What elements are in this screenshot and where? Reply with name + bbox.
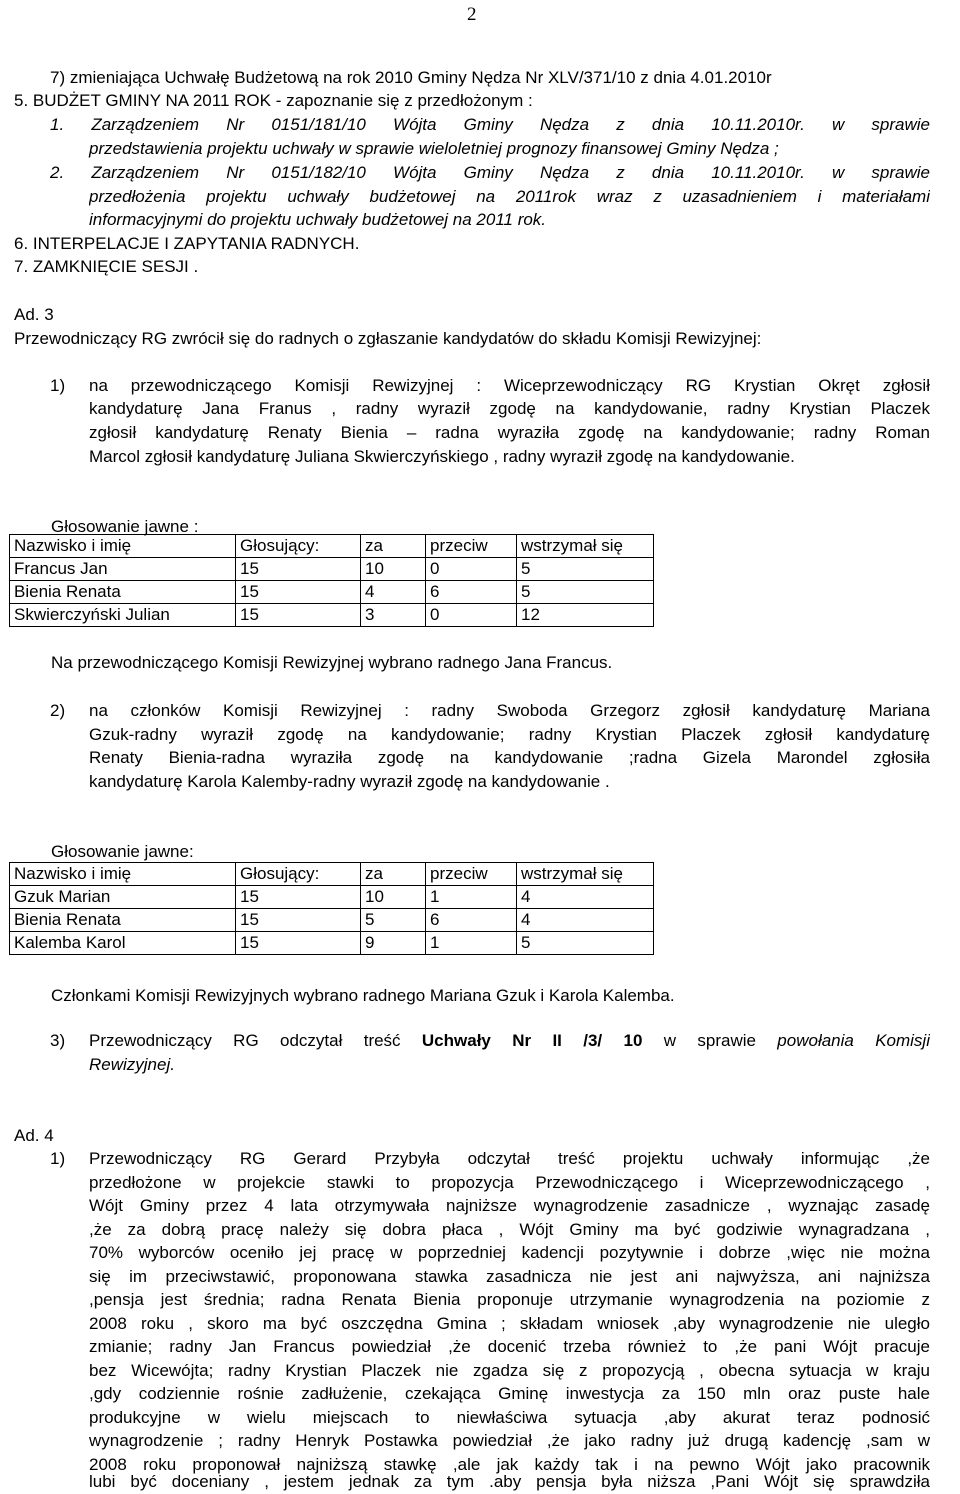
ad4-point1-line15: lubi być doceniany , jestem jednak za tym .aby pensja była niższa ,Pani Wójt się sprawdziła [89,1472,930,1491]
table-header: przeciw [426,863,517,886]
ad4-point1-line11: ,gdy codziennie rośnie zadłużenie, czekająca Gminę inwestycja za 150 mln oraz puste hale [89,1384,930,1403]
ad4-point1-line10: bez Wicewójta; radny Krystian Placzek nie zgadza się z propozycją , obecna sytuacja w kraju [89,1361,930,1380]
table-row [10,535,654,558]
table-header: Głosujący: [236,863,361,886]
resolution-reference: Uchwały Nr II /3/ 10 [421,1031,643,1050]
ad4-point1-line13: wynagrodzenie ; radny Henryk Postawka powiedział ,że jako radny już drugą kadencję ,sam w [89,1431,930,1450]
table-cell: 6 [426,909,517,932]
table-header: za [361,535,426,558]
ad3-point3-line1 [89,1030,930,1052]
agenda-sub-2-line1: 2. Zarządzeniem Nr 0151/182/10 Wójta Gminy Nędza z dnia 10.11.2010r. w sprawie [50,163,930,182]
table-cell: 15 [236,558,361,581]
table-row [10,604,654,627]
table-cell: 15 [236,932,361,955]
ad3-point1-line2: kandydaturę Jana Franus , radny wyraził zgodę na kandydowanie, radny Krystian Placzek [89,399,930,418]
ad4-point1-line1: Przewodniczący RG Gerard Przybyła odczytał treść projektu uchwały informując ,że [89,1149,930,1168]
ad3-point1-line4: Marcol zgłosił kandydaturę Juliana Skwierczyńskiego , radny wyraził zgodę na kandydowanie. [89,447,795,466]
table-cell: 5 [361,909,426,932]
agenda-item-5: 5. BUDŻET GMINY NA 2011 ROK - zapoznanie się z przedłożonym : [14,91,533,110]
vote1-table [9,534,654,627]
table-header: przeciw [426,535,517,558]
table-cell: 4 [517,909,654,932]
vote1-label: Głosowanie jawne : [51,517,199,536]
resolution-subject: powołania Komisji [777,1031,930,1050]
ad4-point1-line2: przedłożone w projekcie stawki to propozycja Przewodniczącego i Wiceprzewodniczącego , [89,1173,930,1192]
ad3-point3-text-a: Przewodniczący RG odczytał treść [89,1031,422,1050]
ad4-point1-line5: 70% wyborców oceniło jej pracę w poprzedniej kadencji pozytywnie i dobrze ,więc nie można [89,1243,930,1262]
ad4-point1-line8: 2008 roku , skoro ma być oszczędna Gmina ; składam wniosek ,aby wynagrodzenie nie uległo [89,1314,930,1333]
ad3-point3-line2: Rewizyjnej. [89,1055,175,1074]
agenda-item-7: 7) zmieniająca Uchwałę Budżetową na rok 2010 Gminy Nędza Nr XLV/371/10 z dnia 4.01.2010r [50,68,772,87]
table-cell: Gzuk Marian [10,886,236,909]
table-cell: 10 [361,558,426,581]
table-header: wstrzymał się [517,535,654,558]
table-cell: Bienia Renata [10,909,236,932]
table-header: Nazwisko i imię [10,535,236,558]
agenda-sub-2-line3: informacyjnymi do projektu uchwały budżetowej na 2011 rok. [89,210,547,229]
table-cell: 0 [426,604,517,627]
table-cell: 5 [517,558,654,581]
table-cell: 15 [236,886,361,909]
agenda-sub-2-line2: przedłożenia projektu uchwały budżetowej na 2011rok wraz z uzasadnieniem i materiałami [89,187,930,206]
table-row [10,581,654,604]
ad3-point2-line3: Renaty Bienia-radna wyraziła zgodę na kandydowanie ;radna Gizela Marondel zgłosiła [89,748,930,767]
table-cell: Bienia Renata [10,581,236,604]
table-header: wstrzymał się [517,863,654,886]
table-cell: 9 [361,932,426,955]
table-cell: 15 [236,581,361,604]
ad4-point1-line4: ,że za dobrą pracę należy się dobra płaca , Wójt Gminy ma być godziwie wynagradzana , [89,1220,930,1239]
table-header: Głosujący: [236,535,361,558]
table-row [10,558,654,581]
table-cell: 6 [426,581,517,604]
ad3-point1-line1: na przewodniczącego Komisji Rewizyjnej : Wiceprzewodniczący RG Krystian Okręt zgłosił [89,376,930,395]
ad3-point1-line3: zgłosił kandydaturę Renaty Bienia – radna wyraziła zgodę na kandydowanie; radny Roman [89,423,930,442]
table-cell: 5 [517,932,654,955]
table-cell: 10 [361,886,426,909]
table-cell: 4 [361,581,426,604]
agenda-sub-1-line2: przedstawienia projektu uchwały w sprawie wieloletniej prognozy finansowej Gminy Nędza ; [89,139,779,158]
ad4-point1-number: 1) [50,1149,66,1168]
table-header: Nazwisko i imię [10,863,236,886]
ad3-point3-number: 3) [50,1031,66,1050]
table-cell: Skwierczyński Julian [10,604,236,627]
ad4-point1-line14: 2008 roku proponował najniższą stawkę ,ale jak każdy tak i na pewno Wójt jako pracownik [89,1455,930,1474]
ad3-point2-number: 2) [50,701,66,720]
ad3-point1-number: 1) [50,376,66,395]
table-cell: 15 [236,909,361,932]
page-number: 2 [467,4,477,25]
table-cell: Francus Jan [10,558,236,581]
table-cell: 4 [517,886,654,909]
table-cell: 15 [236,604,361,627]
ad4-point1-line12: produkcyjne w wielu miejscach to niewłaściwa sytuacja ,aby akurat teraz podnosić [89,1408,930,1427]
agenda-item-7b: 7. ZAMKNIĘCIE SESJI . [14,257,199,276]
ad4-point1-line9: zmianie; radny Jan Francus powiedział ,że docenić trzeba również to ,że pani Wójt pracuje [89,1337,930,1356]
ad3-point2-line1: na członków Komisji Rewizyjnej : radny Swoboda Grzegorz zgłosił kandydaturę Mariana [89,701,930,720]
table-cell: 12 [517,604,654,627]
agenda-item-6: 6. INTERPELACJE I ZAPYTANIA RADNYCH. [14,234,360,253]
ad3-point3-text-b: w sprawie [642,1031,778,1050]
table-cell: 3 [361,604,426,627]
vote2-result: Członkami Komisji Rewizyjnych wybrano radnego Mariana Gzuk i Karola Kalemba. [51,986,675,1005]
ad4-heading: Ad. 4 [14,1126,54,1145]
vote1-result: Na przewodniczącego Komisji Rewizyjnej wybrano radnego Jana Francus. [51,653,613,672]
table-row [10,909,654,932]
table-row [10,932,654,955]
vote2-label: Głosowanie jawne: [51,842,194,861]
table-cell: Kalemba Karol [10,932,236,955]
ad3-point2-line4: kandydaturę Karola Kalemby-radny wyraził zgodę na kandydowanie . [89,772,610,791]
ad3-point2-line2: Gzuk-radny wyraził zgodę na kandydowanie; radny Krystian Placzek zgłosił kandydaturę [89,725,930,744]
table-row [10,886,654,909]
ad3-heading: Ad. 3 [14,305,54,324]
table-cell: 0 [426,558,517,581]
agenda-sub-1-line1: 1. Zarządzeniem Nr 0151/181/10 Wójta Gminy Nędza z dnia 10.11.2010r. w sprawie [50,115,930,134]
vote2-table [9,862,654,955]
ad4-point1-line6: się im przeciwstawić, proponowana stawka zasadnicza nie jest ani najwyższa, ani najniższa [89,1267,930,1286]
table-cell: 1 [426,932,517,955]
table-row [10,863,654,886]
table-cell: 5 [517,581,654,604]
table-header: za [361,863,426,886]
table-cell: 1 [426,886,517,909]
ad4-point1-line3: Wójt Gminy przez 4 lata otrzymywała najniższe wynagrodzenie zasadnicze , wyznając zasadę [89,1196,930,1215]
ad4-point1-line7: ,pensja jest średnia; radna Renata Bienia proponuje utrzymanie wynagrodzenia na poziomie z [89,1290,930,1309]
ad3-intro: Przewodniczący RG zwrócił się do radnych o zgłaszanie kandydatów do składu Komisji Rewizyjnej: [14,329,762,348]
